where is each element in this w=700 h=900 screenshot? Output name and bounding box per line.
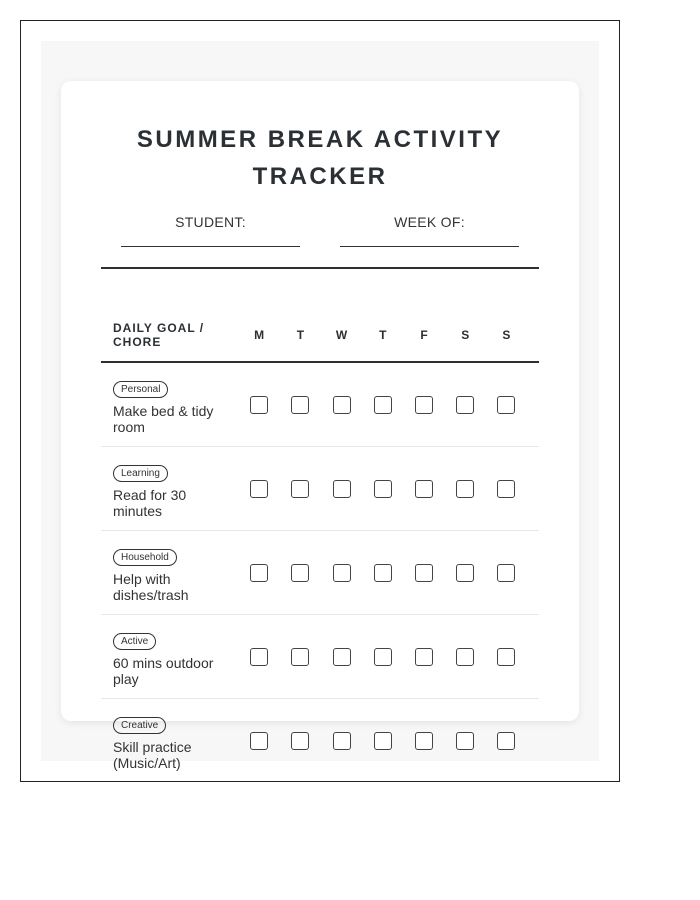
task-line-2: minutes: [113, 503, 163, 519]
week-field[interactable]: [340, 213, 519, 247]
day-header-sat: S: [461, 328, 470, 342]
checkbox-sun[interactable]: [497, 564, 515, 582]
checkbox-fri[interactable]: [415, 480, 433, 498]
goal-header-line-1: DAILY GOAL /: [113, 321, 205, 335]
category-badge: Active: [113, 633, 156, 650]
checkbox-sat[interactable]: [456, 648, 474, 666]
checkbox-tue[interactable]: [291, 732, 309, 750]
goal-column-header: [113, 321, 239, 349]
table-header: [101, 321, 539, 363]
task-label: [113, 403, 239, 435]
day-header-fri: F: [420, 328, 428, 342]
checkbox-thu[interactable]: [374, 648, 392, 666]
task-line-2: play: [113, 671, 139, 687]
title-line-2: TRACKER: [252, 163, 388, 190]
day-header-tue: T: [296, 328, 305, 342]
task-line-1: Make bed & tidy: [113, 403, 214, 419]
student-input-line[interactable]: [121, 245, 300, 247]
tracker-content: [101, 81, 539, 782]
checkbox-mon[interactable]: [250, 732, 268, 750]
task-label: [113, 487, 239, 519]
task-line-1: Help with: [113, 571, 171, 587]
table-row: [101, 615, 539, 699]
table-row: [101, 699, 539, 782]
goal-cell: [113, 447, 239, 519]
checkbox-tue[interactable]: [291, 480, 309, 498]
goal-cell: [113, 699, 239, 771]
checkbox-mon[interactable]: [250, 480, 268, 498]
checkbox-mon[interactable]: [250, 396, 268, 414]
task-label: [113, 571, 239, 603]
checkbox-wed[interactable]: [333, 564, 351, 582]
task-line-1: 60 mins outdoor: [113, 655, 214, 671]
checkbox-thu[interactable]: [374, 732, 392, 750]
task-line-1: Read for 30: [113, 487, 187, 503]
checkbox-sat[interactable]: [456, 564, 474, 582]
task-line-2: room: [113, 419, 145, 435]
day-header-thu: T: [379, 328, 387, 342]
goal-cell: [113, 615, 239, 687]
checkbox-fri[interactable]: [415, 648, 433, 666]
checkbox-sun[interactable]: [497, 648, 515, 666]
checkbox-thu[interactable]: [374, 396, 392, 414]
day-header-sun: S: [502, 328, 511, 342]
checkbox-sun[interactable]: [497, 396, 515, 414]
checkbox-sat[interactable]: [456, 732, 474, 750]
category-badge: Learning: [113, 465, 168, 482]
checkbox-tue[interactable]: [291, 648, 309, 666]
checkbox-sun[interactable]: [497, 732, 515, 750]
table-row: [101, 363, 539, 447]
checkbox-mon[interactable]: [250, 648, 268, 666]
header-divider: [101, 267, 539, 269]
table-row: [101, 447, 539, 531]
student-field[interactable]: [121, 213, 300, 247]
week-input-line[interactable]: [340, 245, 519, 247]
checkbox-thu[interactable]: [374, 564, 392, 582]
checkbox-sun[interactable]: [497, 480, 515, 498]
checkbox-tue[interactable]: [291, 396, 309, 414]
category-badge: Household: [113, 549, 177, 566]
task-line-2: dishes/trash: [113, 587, 189, 603]
page-title: [101, 121, 539, 195]
title-line-1: SUMMER BREAK ACTIVITY: [136, 126, 504, 153]
goal-header-line-2: CHORE: [113, 335, 162, 349]
checkbox-fri[interactable]: [415, 564, 433, 582]
goal-cell: [113, 531, 239, 603]
goal-cell: [113, 363, 239, 435]
task-label: [113, 655, 239, 687]
page-frame: [20, 20, 620, 782]
week-label: WEEK OF:: [394, 214, 465, 230]
day-header-mon: M: [254, 328, 265, 342]
task-line-1: Skill practice: [113, 739, 192, 755]
checkbox-fri[interactable]: [415, 396, 433, 414]
checkbox-tue[interactable]: [291, 564, 309, 582]
checkbox-mon[interactable]: [250, 564, 268, 582]
checkbox-sat[interactable]: [456, 480, 474, 498]
category-badge: Creative: [113, 717, 166, 734]
student-label: STUDENT:: [175, 214, 246, 230]
day-header-wed: W: [335, 328, 348, 342]
checkbox-fri[interactable]: [415, 732, 433, 750]
checkbox-sat[interactable]: [456, 396, 474, 414]
task-label: [113, 739, 239, 771]
checkbox-wed[interactable]: [333, 648, 351, 666]
task-line-2: (Music/Art): [113, 755, 181, 771]
table-row: [101, 531, 539, 615]
checkbox-wed[interactable]: [333, 732, 351, 750]
checkbox-thu[interactable]: [374, 480, 392, 498]
checkbox-wed[interactable]: [333, 480, 351, 498]
header-fields: [121, 213, 519, 247]
category-badge: Personal: [113, 381, 168, 398]
checkbox-wed[interactable]: [333, 396, 351, 414]
